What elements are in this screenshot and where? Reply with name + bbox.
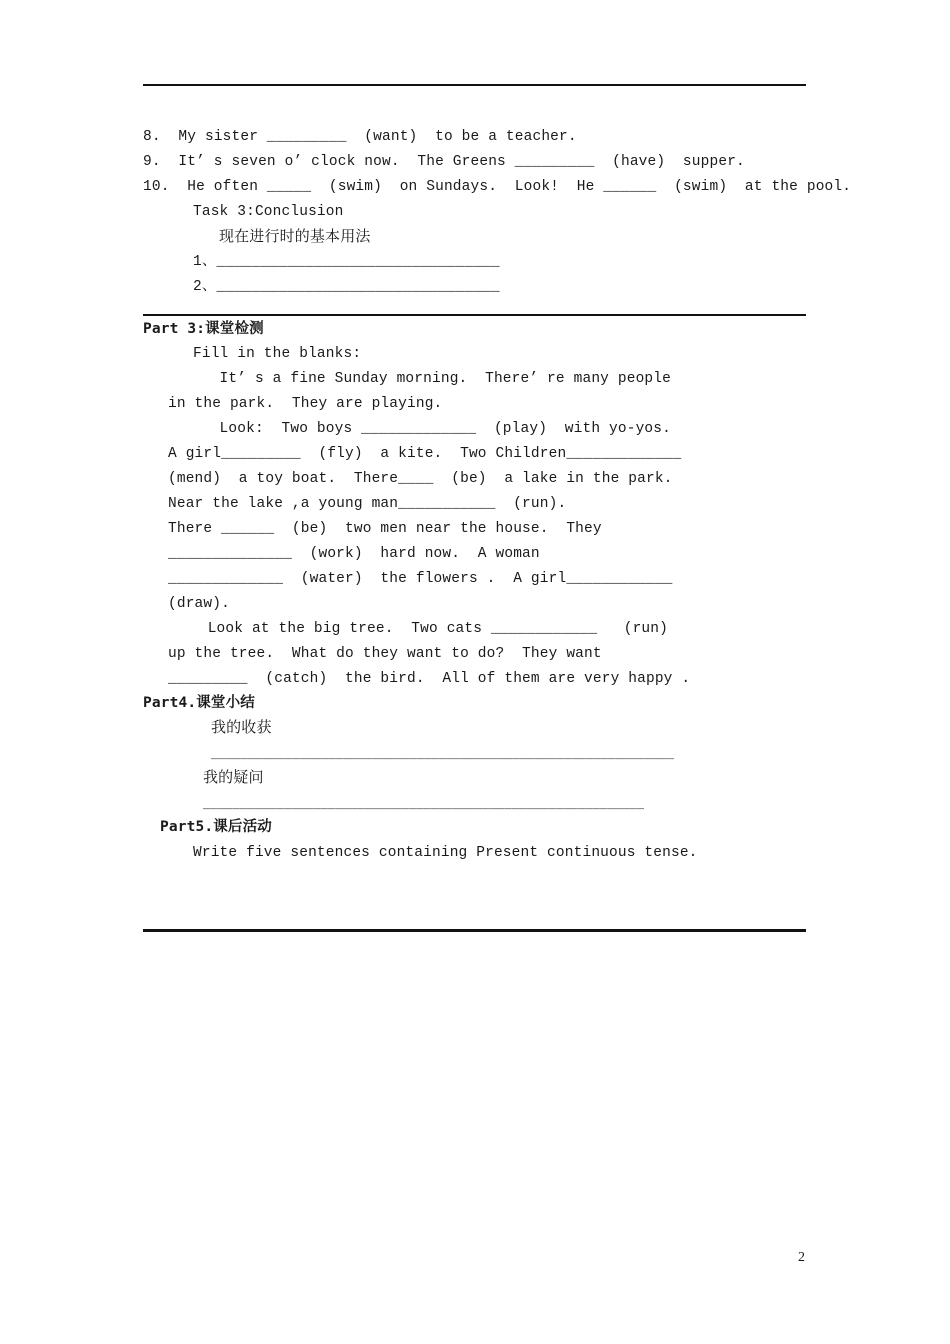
passage-line: A girl_________ (fly) a kite. Two Children_____________ [168, 446, 682, 462]
task3-subheading: 现在进行时的基本用法 [219, 227, 371, 245]
top-rule [143, 84, 806, 86]
gain-label: 我的收获 [211, 718, 272, 736]
passage-line: Look: Two boys _____________ (play) with yo-yos. [193, 421, 671, 437]
passage-line: ______________ (work) hard now. A woman [168, 546, 540, 562]
passage-line: in the park. They are playing. [168, 396, 443, 412]
passage-line: There ______ (be) two men near the house. They [168, 521, 602, 537]
bottom-rule [143, 929, 806, 932]
passage-line: It’ s a fine Sunday morning. There’ re many people [193, 371, 671, 387]
question-8: 8. My sister _________ (want) to be a teacher. [143, 129, 577, 145]
passage-line: Near the lake ,a young man___________ (run). [168, 496, 567, 512]
part3-heading: Part 3:课堂检测 [143, 321, 264, 337]
passage-line: up the tree. What do they want to do? They want [168, 646, 602, 662]
question-label: 我的疑问 [203, 768, 264, 786]
section-rule [143, 314, 806, 316]
part3-instruction: Fill in the blanks: [193, 346, 362, 362]
part4-heading: Part4.课堂小结 [143, 695, 255, 711]
passage-line: _____________ (water) the flowers . A girl____________ [168, 571, 673, 587]
question-9: 9. It’ s seven o’ clock now. The Greens _________ (have) supper. [143, 154, 745, 170]
passage-line: (mend) a toy boat. There____ (be) a lake in the park. [168, 471, 673, 487]
part5-instruction: Write five sentences containing Present continuous tense. [193, 845, 698, 861]
gain-answer-line: _______________________________________________________________ [211, 748, 675, 762]
passage-line: Look at the big tree. Two cats ____________ (run) [190, 621, 668, 637]
conclusion-item-1: 1、________________________________ [193, 254, 500, 270]
conclusion-item-2: 2、________________________________ [193, 279, 500, 295]
part5-heading: Part5.课后活动 [160, 819, 272, 835]
passage-line: _________ (catch) the bird. All of them are very happy . [168, 671, 691, 687]
page-number: 2 [798, 1250, 805, 1265]
task3-heading: Task 3:Conclusion [193, 204, 344, 220]
question-10: 10. He often _____ (swim) on Sundays. Look! He ______ (swim) at the pool. [143, 179, 852, 195]
question-answer-line: ____________________________________________________________ [203, 798, 645, 812]
passage-line: (draw). [168, 596, 230, 612]
